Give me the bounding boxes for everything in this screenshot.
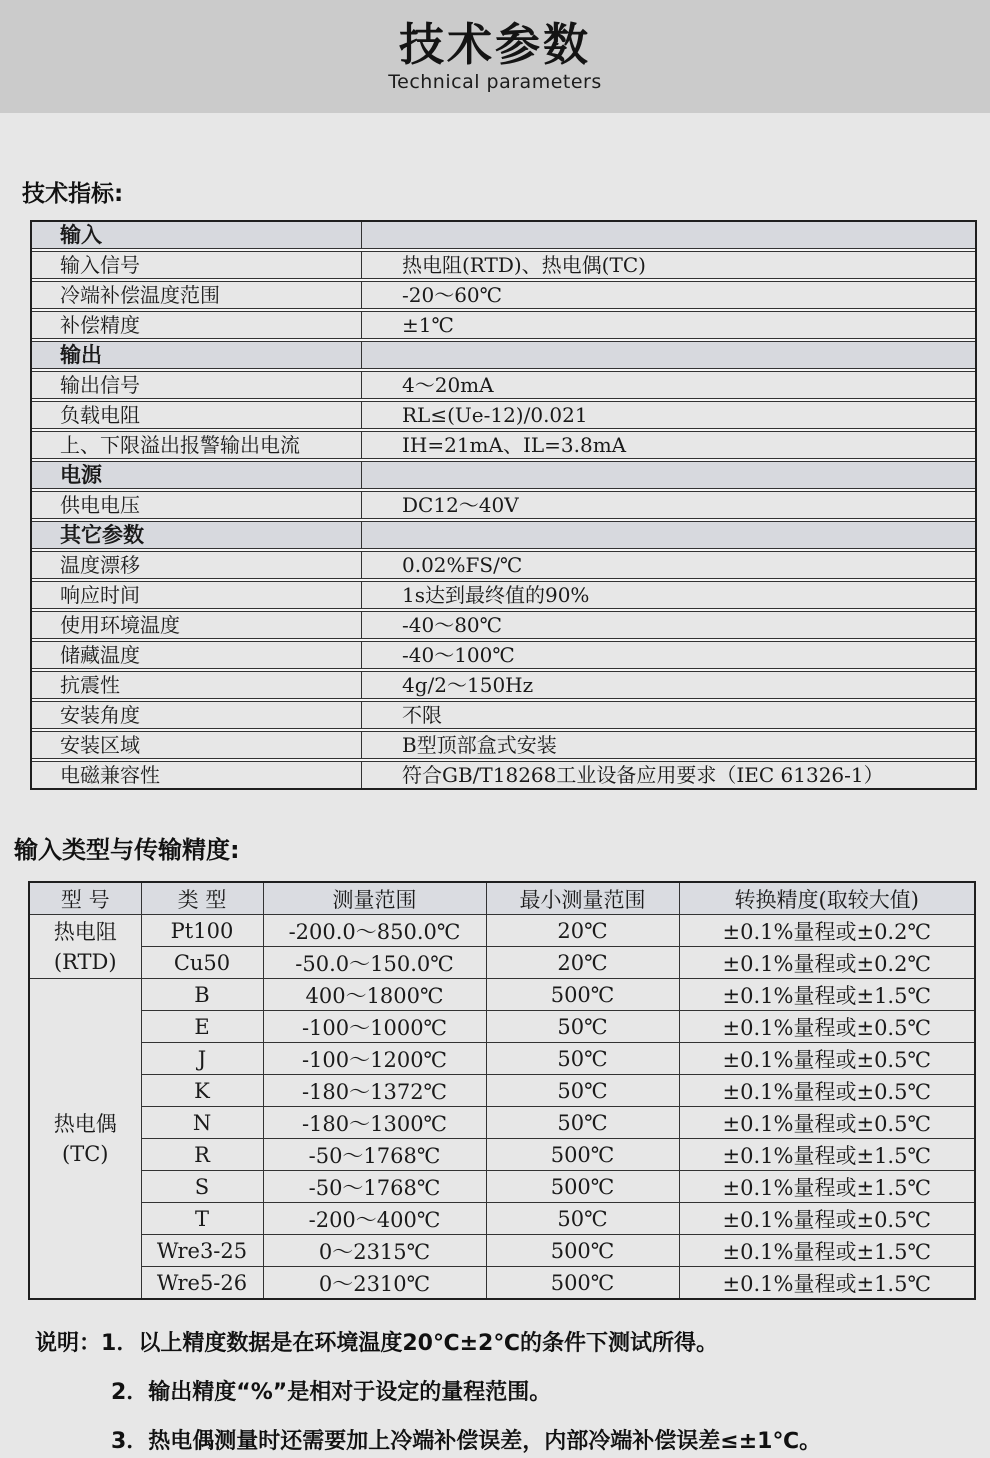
cell-min-range: 500℃ [486, 1139, 679, 1171]
spec-row-vibration [32, 671, 975, 699]
spec-label: 输入信号 [32, 252, 362, 278]
note-text: 1．以上精度数据是在环境温度20℃±2℃的条件下测试所得。 [101, 1331, 718, 1356]
cell-type: N [141, 1107, 263, 1139]
table-row [29, 1075, 975, 1107]
cell-accuracy: ±0.1%量程或±0.2℃ [679, 947, 975, 979]
spec-section-label: 输出 [32, 342, 362, 368]
spec-value: 不限 [402, 703, 442, 727]
table-row [29, 979, 975, 1011]
spec-value: 4～20mA [402, 373, 494, 397]
notes-prefix: 说明： [35, 1331, 102, 1356]
spec-value: 热电阻(RTD)、热电偶(TC) [402, 253, 646, 277]
cell-type: Cu50 [141, 947, 263, 979]
table-row [29, 1235, 975, 1267]
table-row [29, 1267, 975, 1300]
spec-label: 温度漂移 [32, 552, 362, 578]
table-row [29, 915, 975, 947]
cell-min-range: 500℃ [486, 1171, 679, 1203]
spec-value: 0.02%FS/℃ [402, 553, 523, 577]
spec-label: 冷端补偿温度范围 [32, 282, 362, 308]
spec-row-temp-drift [32, 551, 975, 579]
cell-range: -180～1300℃ [263, 1107, 486, 1139]
spec-value: 符合GB/T18268工业设备应用要求（IEC 61326-1） [402, 763, 884, 787]
column-header-range: 测量范围 [263, 882, 486, 915]
spec-label: 储藏温度 [32, 642, 362, 668]
spec-row-emc [32, 761, 975, 788]
spec-value: -20～60℃ [402, 283, 503, 307]
spec-label: 使用环境温度 [32, 612, 362, 638]
page-subtitle: Technical parameters [388, 71, 602, 94]
table-row [29, 1107, 975, 1139]
cell-accuracy: ±0.1%量程或±1.5℃ [679, 1267, 975, 1300]
cell-min-range: 50℃ [486, 1107, 679, 1139]
column-header-model: 型 号 [29, 882, 141, 915]
spec-value: 4g/2～150Hz [402, 673, 534, 697]
cell-accuracy: ±0.1%量程或±0.5℃ [679, 1075, 975, 1107]
spec-label: 上、下限溢出报警输出电流 [32, 432, 362, 458]
cell-type: Wre5-26 [141, 1267, 263, 1300]
spec-row-cold-junction-range [32, 281, 975, 309]
spec-row-load-resistance [32, 401, 975, 429]
spec-section-label: 其它参数 [32, 522, 362, 548]
spec-section-label: 输入 [32, 222, 362, 248]
cell-min-range: 50℃ [486, 1043, 679, 1075]
cell-range: -100～1000℃ [263, 1011, 486, 1043]
accuracy-section-heading: 输入类型与传输精度: [14, 836, 240, 864]
cell-min-range: 20℃ [486, 947, 679, 979]
cell-range: -200～400℃ [263, 1203, 486, 1235]
spec-value: -40～100℃ [402, 643, 515, 667]
column-header-min-range: 最小测量范围 [486, 882, 679, 915]
cell-accuracy: ±0.1%量程或±1.5℃ [679, 1171, 975, 1203]
spec-value: IH=21mA、IL=3.8mA [402, 433, 627, 457]
spec-row-supply-voltage [32, 491, 975, 519]
spec-label: 安装区域 [32, 732, 362, 758]
spec-section-row-other [32, 521, 975, 549]
notes-block [35, 1328, 990, 1458]
spec-row-response-time [32, 581, 975, 609]
spec-row-operating-temp [32, 611, 975, 639]
spec-section-row-output [32, 341, 975, 369]
cell-min-range: 500℃ [486, 1267, 679, 1300]
spec-value: 1s达到最终值的90% [402, 583, 590, 607]
spec-section-spacer [362, 342, 975, 368]
cell-type: J [141, 1043, 263, 1075]
specs-table [30, 220, 977, 790]
spec-value: DC12～40V [402, 493, 519, 517]
spec-label: 供电电压 [32, 492, 362, 518]
spec-label: 补偿精度 [32, 312, 362, 338]
cell-accuracy: ±0.1%量程或±0.5℃ [679, 1043, 975, 1075]
cell-range: 0～2310℃ [263, 1267, 486, 1300]
spec-label: 安装角度 [32, 702, 362, 728]
cell-min-range: 500℃ [486, 979, 679, 1011]
cell-type: Pt100 [141, 915, 263, 947]
page-title: 技术参数 [398, 17, 591, 71]
table-row [29, 947, 975, 979]
cell-accuracy: ±0.1%量程或±1.5℃ [679, 1235, 975, 1267]
column-header-accuracy: 转换精度(取较大值) [679, 882, 975, 915]
cell-accuracy: ±0.1%量程或±0.5℃ [679, 1011, 975, 1043]
specs-section-heading: 技术指标: [22, 181, 124, 207]
spec-row-output-signal [32, 371, 975, 399]
note-line-2: 2．输出精度“%”是相对于设定的量程范围。 [111, 1380, 552, 1405]
table-row [29, 1011, 975, 1043]
spec-label: 电磁兼容性 [32, 762, 362, 788]
spec-section-spacer [362, 462, 975, 488]
cell-range: -100～1200℃ [263, 1043, 486, 1075]
cell-type: K [141, 1075, 263, 1107]
accuracy-table [28, 881, 976, 1300]
accuracy-header-row [29, 882, 975, 915]
cell-type: E [141, 1011, 263, 1043]
cell-range: -50～1768℃ [263, 1171, 486, 1203]
spec-value: RL≤(Ue-12)/0.021 [402, 403, 588, 427]
cell-type: Wre3-25 [141, 1235, 263, 1267]
table-row [29, 1203, 975, 1235]
spec-row-compensation-accuracy [32, 311, 975, 339]
spec-label: 负载电阻 [32, 402, 362, 428]
spec-row-mounting-area [32, 731, 975, 759]
spec-row-input-signal [32, 251, 975, 279]
spec-value: -40～80℃ [402, 613, 503, 637]
group-label-rtd: 热电阻 (RTD) [29, 915, 141, 979]
spec-label: 响应时间 [32, 582, 362, 608]
cell-min-range: 50℃ [486, 1075, 679, 1107]
cell-min-range: 500℃ [486, 1235, 679, 1267]
spec-section-row-input [32, 222, 975, 249]
cell-range: -180～1372℃ [263, 1075, 486, 1107]
spec-section-label: 电源 [32, 462, 362, 488]
cell-accuracy: ±0.1%量程或±0.5℃ [679, 1203, 975, 1235]
cell-range: 0～2315℃ [263, 1235, 486, 1267]
note-line-3: 3．热电偶测量时还需要加上冷端补偿误差，内部冷端补偿误差≤±1℃。 [111, 1429, 822, 1454]
cell-accuracy: ±0.1%量程或±0.2℃ [679, 915, 975, 947]
spec-section-spacer [362, 522, 975, 548]
cell-type: B [141, 979, 263, 1011]
spec-row-mounting-angle [32, 701, 975, 729]
note-line-1 [35, 1328, 990, 1360]
cell-accuracy: ±0.1%量程或±1.5℃ [679, 1139, 975, 1171]
cell-range: -50.0～150.0℃ [263, 947, 486, 979]
spec-row-storage-temp [32, 641, 975, 669]
cell-range: -200.0～850.0℃ [263, 915, 486, 947]
spec-label: 输出信号 [32, 372, 362, 398]
page-banner [0, 0, 990, 113]
spec-section-spacer [362, 222, 975, 248]
table-row [29, 1171, 975, 1203]
cell-accuracy: ±0.1%量程或±1.5℃ [679, 979, 975, 1011]
table-row [29, 1043, 975, 1075]
spec-value: B型顶部盒式安装 [402, 733, 557, 757]
cell-min-range: 50℃ [486, 1011, 679, 1043]
group-label-tc: 热电偶 (TC) [29, 979, 141, 1300]
cell-range: 400～1800℃ [263, 979, 486, 1011]
column-header-type: 类 型 [141, 882, 263, 915]
cell-range: -50～1768℃ [263, 1139, 486, 1171]
spec-value: ±1℃ [402, 313, 454, 337]
spec-row-alarm-current [32, 431, 975, 459]
cell-min-range: 50℃ [486, 1203, 679, 1235]
spec-label: 抗震性 [32, 672, 362, 698]
cell-type: S [141, 1171, 263, 1203]
cell-type: R [141, 1139, 263, 1171]
cell-accuracy: ±0.1%量程或±0.5℃ [679, 1107, 975, 1139]
spec-section-row-power [32, 461, 975, 489]
cell-min-range: 20℃ [486, 915, 679, 947]
table-row [29, 1139, 975, 1171]
cell-type: T [141, 1203, 263, 1235]
